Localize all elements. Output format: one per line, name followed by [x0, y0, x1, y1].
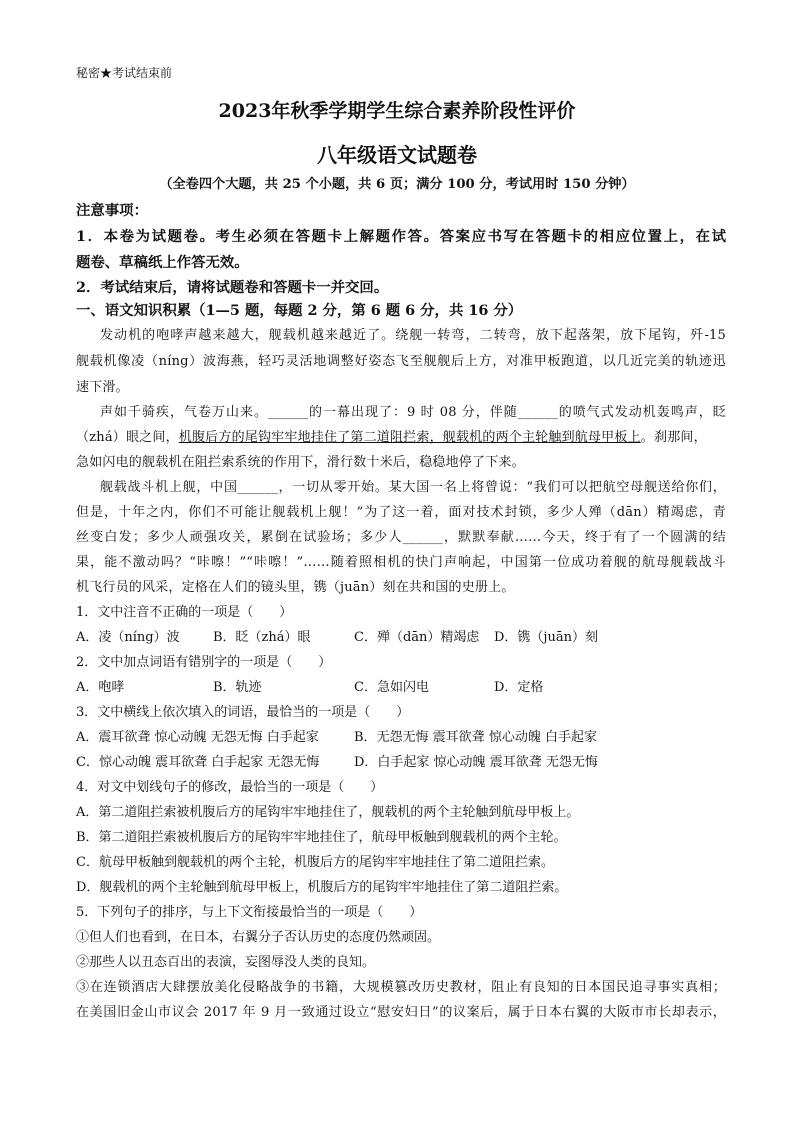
passage-p3-line-4: 果，能不激动吗？“咔嚓！”“咔嚓！”……随着照相机的快门声响起，中国第一位成功着舰的航母舰载战斗 [76, 555, 726, 570]
q4-option-d: D．舰载机的两个主轮触到航母甲板上，机腹后方的尾钩牢牢地挂住了第二道阻拦索。 [76, 880, 568, 895]
passage-p1-line-1: 发动机的咆哮声越来越大，舰载机越来越近了。绕舰一转弯，二转弯，放下起落架，放下尾钩，歼-15 [100, 328, 726, 343]
notice-heading: 注意事项： [76, 202, 148, 219]
underlined-sentence: 机腹后方的尾钩牢牢地挂住了第二道阻拦索，舰载机的两个主轮触到航母甲板上 [178, 430, 641, 445]
q1-option-d: D．镌（juān）刻 [494, 630, 598, 645]
q5-sentence-1: ①但人们也看到，在日本，右翼分子否认历史的态度仍然顽固。 [76, 930, 441, 945]
q4-option-a: A．第二道阻拦索被机腹后方的尾钩牢牢地挂住了，舰载机的两个主轮触到航母甲板上。 [76, 805, 580, 820]
question-5: 5．下列句子的排序，与上下文衔接最恰当的一项是（ ） [76, 905, 423, 920]
passage-p2-line-2-start: （zhá）眼之间， [76, 430, 179, 445]
passage-p1-line-2: 舰载机像凌（níng）波海燕，轻巧灵活地调整好姿态飞至舰舰后上方，对准甲板跑道，以几近完美的轨迹迅 [76, 354, 726, 369]
q5-sentence-3-line-2: 在美国旧金山市议会 2017 年 9 月一致通过设立“慰安妇日”的议案后，属于日本右翼的大阪市市长却表示， [76, 1005, 726, 1020]
passage-p2-line-2-end: 。刹那间， [640, 430, 707, 445]
q3-option-c: C．惊心动魄 震耳欲聋 白手起家 无怨无悔 [76, 755, 320, 770]
q1-option-b: B．眨（zhá）眼 [213, 630, 311, 645]
question-2: 2．文中加点词语有错别字的一项是（ ） [76, 655, 332, 670]
q4-option-b: B．第二道阻拦索被机腹后方的尾钩牢牢地挂住了，航母甲板触到舰载机的两个主轮。 [76, 830, 567, 845]
question-4: 4．对文中划线句子的修改，最恰当的一项是（ ） [76, 780, 384, 795]
secret-label: 秘密★考试结束前 [76, 66, 173, 80]
exam-subtitle: 八年级语文试题卷 [317, 143, 477, 167]
passage-p2-line-2 [76, 426, 707, 445]
passage-p3-line-5: 机飞行员的风采，定格在人们的镜头里，镌（juān）刻在共和国的史册上。 [76, 580, 515, 595]
q3-option-d: D．白手起家 惊心动魄 震耳欲聋 无怨无悔 [354, 755, 598, 770]
q1-option-a: A．凌（níng）波 [76, 630, 180, 645]
passage-p3-line-3: 丝变白发；多少人顽强攻关，累倒在试验场；多少人______，默默奉献……今天，终于有了一个圆满的结 [76, 530, 726, 545]
passage-p3-line-2: 但是，十年之内，你们不可能让舰载机上舰！”为了这一着，面对技术封锁，多少人殚（dān）精竭虑，青 [76, 505, 726, 520]
q1-option-c: C．殚（dān）精竭虑 [354, 630, 480, 645]
exam-info: （全卷四个大题，共 25 个小题，共 6 页；满分 100 分，考试用时 150 分钟） [159, 177, 635, 192]
q2-option-c: C．急如闪电 [354, 680, 429, 695]
q2-option-b: B．轨迹 [213, 680, 262, 695]
q3-option-b: B．无怨无悔 震耳欲聋 惊心动魄 白手起家 [354, 730, 597, 745]
notice-item-1-line-1: 1．本卷为试题卷。考生必须在答题卡上解题作答。答案应书写在答题卡的相应位置上，在试 [76, 228, 726, 245]
notice-item-1-line-2: 题卷、草稿纸上作答无效。 [76, 254, 249, 271]
passage-p3-line-1: 舰载战斗机上舰，中国______，一切从零开始。某大国一名上将曾说：“我们可以把航空母舰送给你们， [100, 480, 726, 495]
q5-sentence-2: ②那些人以丑态百出的表演，妄图辱没人类的良知。 [76, 955, 376, 970]
q2-option-a: A．咆哮 [76, 680, 125, 695]
q5-sentence-3-line-1: ③在连锁酒店大肆摆放美化侵略战争的书籍，大规模篡改历史教材，阻止有良知的日本国民追寻事实真相； [76, 980, 726, 995]
question-3: 3．文中横线上依次填入的词语，最恰当的一项是（ ） [76, 705, 410, 720]
passage-p2-line-1: 声如千骑疾，气卷万山来。______的一幕出现了：9 时 08 分，伴随______的喷气式发动机轰鸣声，眨 [100, 405, 726, 420]
notice-item-2: 2．考试结束后，请将试题卷和答题卡一并交回。 [76, 279, 389, 296]
section-1-heading: 一、语文知识积累（1—5 题，每题 2 分，第 6 题 6 分，共 16 分） [76, 302, 523, 319]
exam-title: 2023年秋季学期学生综合素养阶段性评价 [218, 100, 576, 122]
q3-option-a: A．震耳欲聋 惊心动魄 无怨无悔 白手起家 [76, 730, 319, 745]
q2-option-d: D．定格 [494, 680, 544, 695]
passage-p2-line-3: 急如闪电的舰载机在阻拦索系统的作用下，滑行数十米后，稳稳地停了下来。 [76, 455, 525, 470]
q4-option-c: C．航母甲板触到舰载机的两个主轮，机腹后方的尾钩牢牢地挂住了第二道阻拦索。 [76, 855, 554, 870]
passage-p1-line-3: 速下滑。 [76, 380, 129, 395]
question-1: 1．文中注音不正确的一项是（ ） [76, 605, 293, 620]
